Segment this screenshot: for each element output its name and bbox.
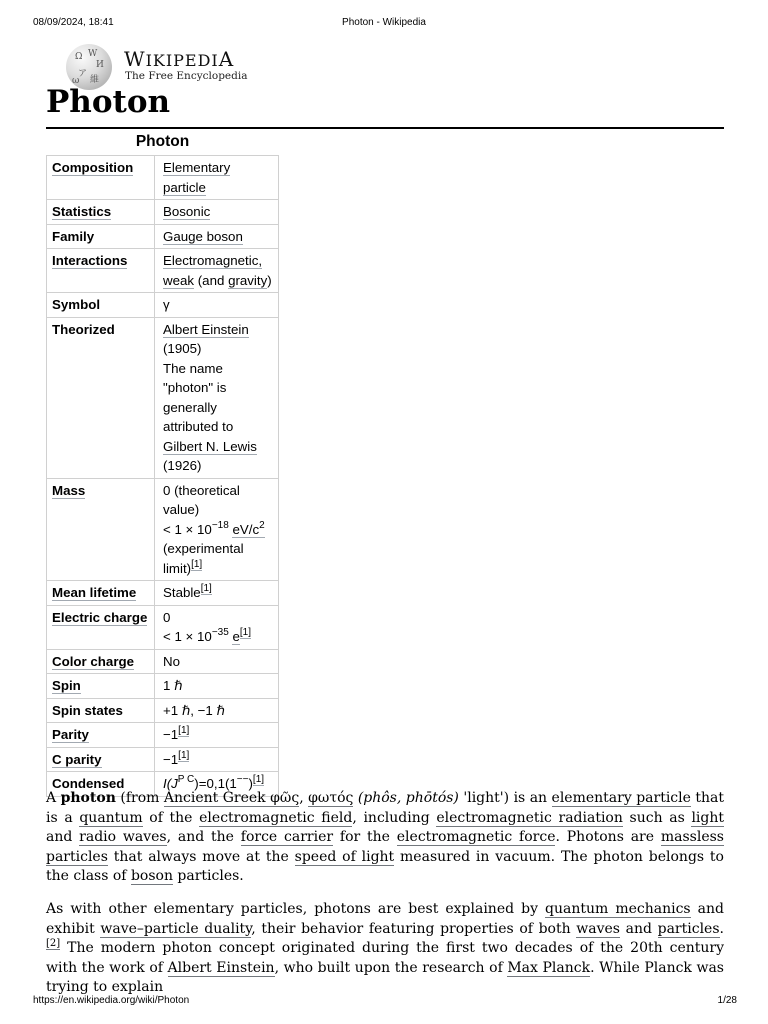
infobox-label-theorized: Theorized (52, 321, 115, 337)
composition-link[interactable]: Elementary particle (163, 160, 231, 195)
mass-theoretical: 0 (theoretical value) (163, 482, 240, 517)
mean-lifetime-ref-link[interactable]: [1] (200, 583, 212, 594)
electromagnetic-link[interactable]: Electromagnetic, (163, 253, 263, 268)
electromagnetic-field-link[interactable]: electromagnetic field (199, 809, 353, 826)
infobox-title: Photon (135, 133, 190, 150)
color-charge-value: No (163, 653, 180, 669)
infobox-row-spin (47, 674, 279, 699)
particles-link[interactable]: particles (657, 920, 720, 937)
print-page-number: 1/28 (717, 995, 737, 1006)
infobox-label-spin-states: Spin states (52, 702, 123, 718)
infobox-label-family: Family (52, 228, 95, 244)
print-footer (0, 995, 768, 1009)
print-header (0, 17, 768, 31)
print-page-title: Photon - Wikipedia (342, 17, 426, 28)
spin-states-value: +1 ℏ, −1 ℏ (163, 702, 225, 718)
second-paragraph: As with other elementary particles, photons are best explained by quantum mechanics and exhibit wave–particle duality, their behavior featuring properties of both waves and particles.[2] The modern photon concept originated during the first two decades of the 20th century with the work of Albert Einstein, who built upon the research of Max Planck. While Planck was trying to explain (46, 901, 724, 995)
infobox-label-interactions[interactable]: Interactions (52, 253, 128, 268)
statistics-link[interactable]: Bosonic (163, 204, 211, 219)
infobox-row-c-parity (47, 747, 279, 772)
infobox-row-mass (47, 478, 279, 581)
wikipedia-wordmark: WIKIPEDIA (124, 47, 235, 71)
photos-greek-link[interactable]: φωτός (308, 790, 354, 806)
infobox-row-mean-lifetime (47, 581, 279, 606)
radio-waves-link[interactable]: radio waves (79, 829, 167, 845)
charge-exponent: −35 (211, 627, 229, 638)
infobox-row-electric-charge (47, 605, 279, 649)
massless-particles-link[interactable]: massless particles (46, 829, 724, 865)
boson-link[interactable]: boson (130, 868, 173, 884)
c-parity-ref-link[interactable]: [1] (178, 749, 190, 761)
c-parity-value: −1 (163, 751, 179, 767)
condensed-value: $I(J^{P C})=0,1(1^{--})$ (163, 774, 253, 791)
speed-of-light-link[interactable]: speed of light (294, 848, 395, 865)
infobox-row-theorized (47, 317, 279, 478)
waves-link[interactable]: waves (576, 920, 620, 937)
spin-value: 1 ℏ (163, 678, 183, 693)
infobox-row-parity (47, 723, 279, 748)
quantum-mechanics-link[interactable]: quantum mechanics (545, 901, 691, 917)
charge-ref-link[interactable]: [1] (239, 627, 252, 638)
einstein-year: (1905) (163, 341, 202, 356)
gilbert-lewis-link[interactable]: Gilbert N. Lewis (163, 438, 257, 454)
photon-name-note: The name "photon" is generally attributed to (163, 360, 234, 434)
parity-value: −1 (163, 727, 179, 742)
interactions-text-end: ) (267, 272, 272, 288)
parity-ref-link[interactable]: [1] (178, 725, 190, 736)
force-carrier-link[interactable]: force carrier (240, 829, 334, 845)
infobox (46, 155, 279, 797)
charge-limit-prefix: < 1 × 10 (163, 629, 212, 644)
print-datetime: 08/09/2024, 18:41 (33, 17, 114, 28)
page-title: Photon (46, 84, 171, 120)
infobox-label-symbol: Symbol (52, 297, 101, 312)
wikipedia-tagline: The Free Encyclopedia (125, 70, 248, 82)
mean-lifetime-value: Stable (163, 585, 201, 600)
infobox-row-composition (47, 156, 279, 200)
mass-exponent: −18 (211, 519, 229, 531)
infobox-label-composition[interactable]: Composition (52, 160, 134, 175)
interactions-text: (and (194, 272, 229, 288)
mass-limit-prefix: < 1 × 10 (163, 521, 212, 537)
infobox-row-family (47, 224, 279, 249)
ref-2-link[interactable]: [2] (46, 938, 61, 949)
albert-einstein-text-link[interactable]: Albert Einstein (167, 959, 275, 976)
infobox-row-statistics (47, 200, 279, 225)
electromagnetic-force-link[interactable]: electromagnetic force (396, 829, 556, 845)
condensed-ref-link[interactable]: [1] (252, 774, 265, 785)
lead-paragraph: A photon (from Ancient Greek φῶς, φωτός (phôs, phōtós) 'light') is an elementary particle that is a quantum of the electromagnetic field, including electromagnetic radiation such as light and radio waves, and the force carrier for the electromagnetic force. Photons are massless particles that always move at the speed of light measured in vacuum. The photon belongs to the class of boson particles. (46, 790, 725, 884)
charge-zero: 0 (163, 609, 171, 625)
infobox-row-color-charge (47, 649, 279, 674)
gravity-link[interactable]: gravity (228, 272, 268, 288)
infobox-row-interactions (47, 249, 279, 293)
lewis-year: (1926) (163, 458, 202, 473)
wikipedia-globe-icon: Ω W И ア 維 ω (66, 44, 112, 90)
elementary-particle-link[interactable]: elementary particle (551, 790, 691, 806)
infobox-label-mean-lifetime[interactable]: Mean lifetime (52, 585, 137, 600)
mass-experimental: (experimental limit) (163, 541, 244, 576)
print-url: https://en.wikipedia.org/wiki/Photon (33, 995, 190, 1006)
infobox-row-symbol (47, 293, 279, 318)
family-link[interactable]: Gauge boson (163, 228, 243, 244)
electromagnetic-radiation-link[interactable]: electromagnetic radiation (436, 809, 623, 826)
infobox-label-spin[interactable]: Spin (52, 678, 81, 693)
ev-c2-link[interactable]: $eV/c^2$ (232, 519, 265, 537)
symbol-value: γ (163, 297, 170, 312)
infobox-label-electric-charge[interactable]: Electric charge (52, 609, 148, 625)
infobox-row-spin-states (47, 698, 279, 723)
infobox-label-parity[interactable]: Parity (52, 727, 89, 742)
title-divider (46, 127, 724, 129)
infobox-label-mass[interactable]: Mass (52, 482, 86, 498)
quantum-link[interactable]: quantum (79, 809, 143, 826)
max-planck-link[interactable]: Max Planck (507, 959, 591, 976)
ancient-greek-link[interactable]: Ancient Greek φῶς (163, 790, 300, 806)
mass-ref-link[interactable]: [1] (191, 558, 203, 570)
albert-einstein-link[interactable]: Albert Einstein (163, 321, 249, 337)
infobox-label-statistics[interactable]: Statistics (52, 204, 112, 219)
infobox-label-color-charge[interactable]: Color charge (52, 653, 135, 669)
infobox-label-c-parity[interactable]: C parity (52, 751, 102, 767)
wave-particle-duality-link[interactable]: wave–particle duality (100, 920, 252, 937)
elementary-charge-link[interactable]: e (232, 629, 240, 644)
photon-bold-term: photon (60, 790, 116, 806)
infobox-label-condensed: Condensed (52, 776, 125, 791)
light-link[interactable]: light (691, 809, 725, 826)
weak-link[interactable]: weak (163, 272, 195, 288)
